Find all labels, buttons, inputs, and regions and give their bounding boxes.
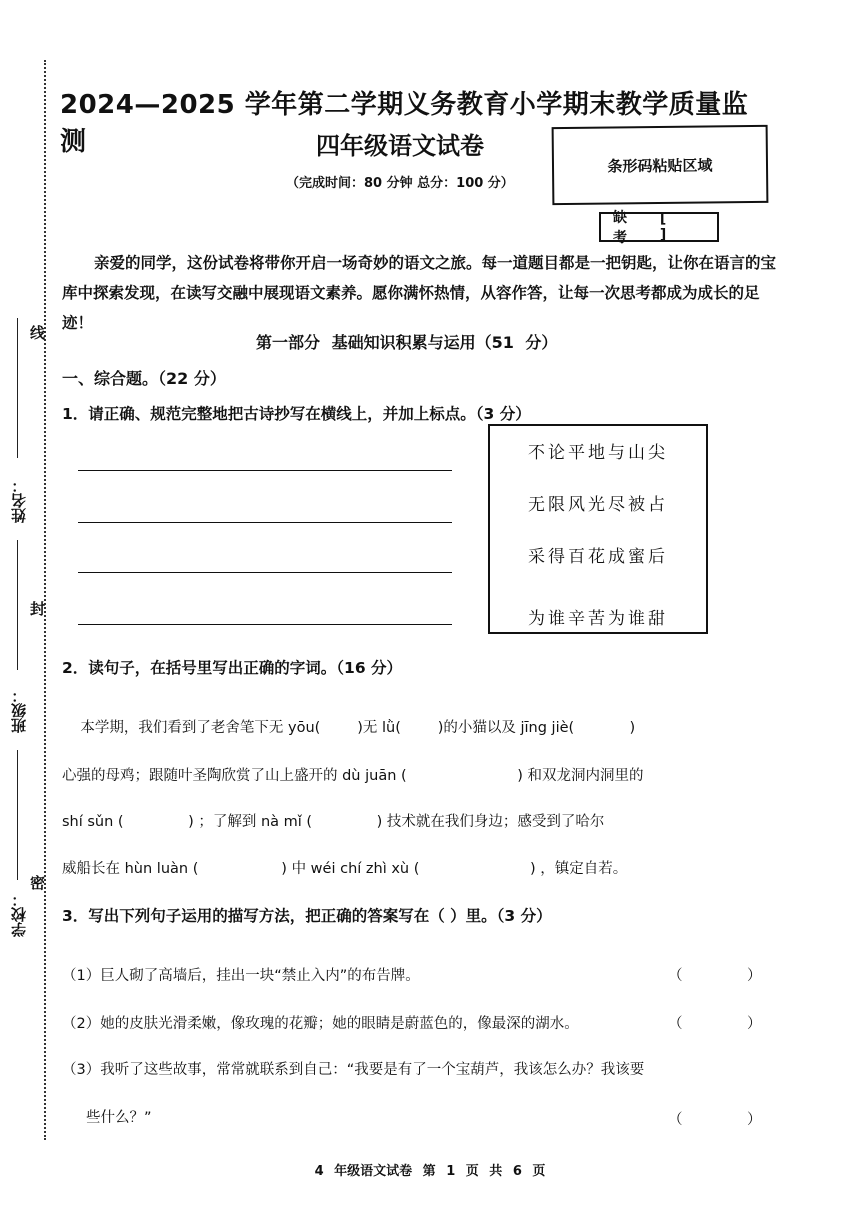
name-label: 姓名： [10, 478, 28, 523]
page-footer: 4 年级语文试卷 第 1 页 共 6 页 [314, 1164, 546, 1179]
poem-line: 为谁辛苦为谁甜 [528, 609, 668, 629]
intro-paragraph: 亲爱的同学，这份试卷将带你开启一场奇妙的语文之旅。每一道题目都是一把钥匙，让你在语言的宝库中探索发现，在读写交融中展现语文素养。愿你满怀热情，从容作答，让每一次思考都成为成长的足迹！ [62, 253, 777, 332]
answer-line[interactable] [78, 572, 452, 573]
part-title: 第一部分 基础知识积累与运用（51 分） [256, 333, 558, 352]
answer-line[interactable] [78, 470, 452, 471]
class-write-line [17, 540, 18, 670]
q3-item: （3）我听了这些故事，常常就联系到自己：“我要是有了一个宝葫芦，我该怎么办？我该要 [62, 1062, 645, 1078]
exam-title: 2024—2025 学年第二学期义务教育小学期末教学质量监测 [60, 90, 749, 157]
poem-line: 不论平地与山尖 [528, 443, 668, 463]
class-label: 班级： [10, 688, 28, 733]
answer-paren[interactable]: （ ） [668, 1016, 762, 1032]
time-score-info: （完成时间：80 分钟 总分：100 分） [286, 176, 514, 191]
absent-box [599, 210, 719, 246]
q3-item: （1）巨人砌了高墙后，挂出一块“禁止入内”的布告牌。 [62, 968, 420, 984]
absent-bracket: [ ] [659, 211, 681, 243]
answer-line[interactable] [78, 624, 452, 625]
barcode-area [552, 125, 769, 205]
q2-line: 本学期，我们看到了老舍笔下无 yōu( )无 lǜ( )的小猫以及 jīng jiè( ) [62, 720, 636, 736]
exam-subtitle: 四年级语文试卷 [316, 132, 484, 160]
poem-line: 采得百花成蜜后 [528, 547, 668, 567]
seal-char-xian: 线 [30, 324, 46, 342]
barcode-label: 条形码粘贴区域 [607, 155, 713, 176]
seal-char-mi: 密 [30, 874, 46, 892]
poem-box [488, 424, 708, 634]
answer-paren[interactable]: （ ） [668, 1112, 762, 1128]
q2-line: 心强的母鸡；跟随叶圣陶欣赏了山上盛开的 dù juān ( ) 和双龙洞内洞里的 [62, 768, 644, 784]
absent-label: 缺考 [613, 210, 627, 246]
school-write-line [17, 750, 18, 880]
q3-prompt: 3．写出下列句子运用的描写方法，把正确的答案写在（ ）里。（3 分） [62, 907, 552, 925]
answer-line[interactable] [78, 522, 452, 523]
section-title: 一、综合题。（22 分） [62, 369, 226, 388]
name-write-line [17, 318, 18, 458]
q2-line: shí sǔn ( ) ；了解到 nà mǐ ( ) 技术就在我们身边；感受到了哈尔 [62, 814, 605, 830]
q2-line: 威船长在 hùn luàn ( ) 中 wéi chí zhì xù ( ) ，镇定自若。 [62, 861, 628, 877]
answer-paren[interactable]: （ ） [668, 968, 762, 984]
q2-prompt: 2．读句子，在括号里写出正确的字词。（16 分） [62, 659, 403, 677]
q3-item: （2）她的皮肤光滑柔嫩，像玫瑰的花瓣；她的眼睛是蔚蓝色的，像最深的湖水。 [62, 1016, 579, 1032]
poem-line: 无限风光尽被占 [528, 495, 668, 515]
school-label: 学校： [10, 892, 28, 937]
q3-item: 些什么？” [86, 1110, 152, 1126]
seal-char-feng: 封 [30, 600, 46, 618]
q1-prompt: 1．请正确、规范完整地把古诗抄写在横线上，并加上标点。（3 分） [62, 405, 531, 423]
